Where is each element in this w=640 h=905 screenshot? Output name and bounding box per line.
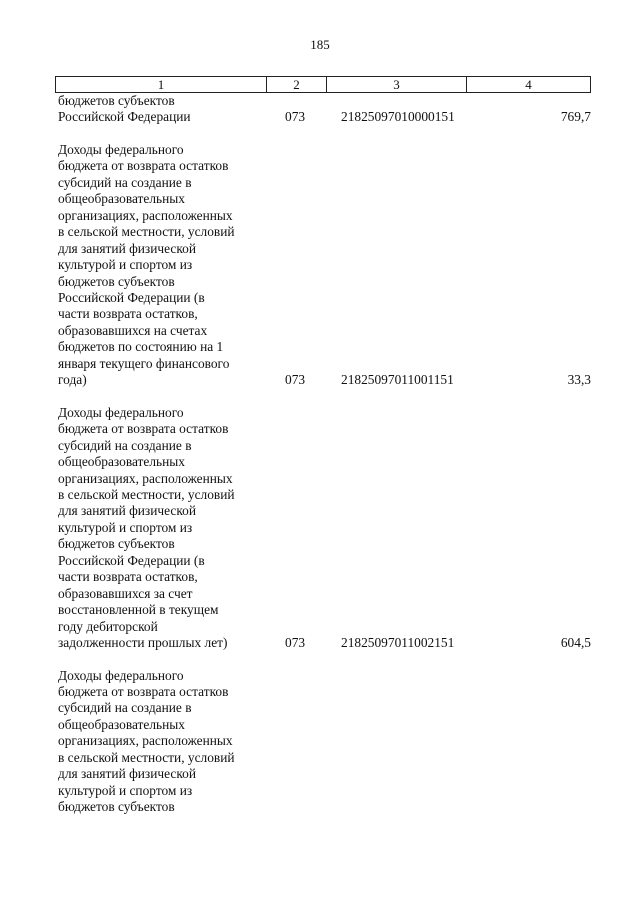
- income-description: Доходы федерального бюджета от возврата остатков субсидий на создание в общеобразовательных организациях, расположенных в сельской местности, условий для занятий физической культурой и спортом из бюджетов субъектов: [58, 667, 235, 815]
- row-gap: [58, 389, 591, 405]
- income-description: Доходы федерального бюджета от возврата остатков субсидий на создание в общеобразовательных организациях, расположенных в сельской местности, условий для занятий физической культурой и спортом из бюджетов субъектов Российской Федерации (в части возврата остатков, образовавшихся на счетах бюджетов по состоянию на 1 января текущего финансового года): [58, 141, 235, 388]
- budget-classification-code: 21825097010000151: [341, 109, 455, 125]
- amount: 604,5: [560, 635, 591, 651]
- page-number: 185: [310, 37, 330, 52]
- table-row: [58, 142, 591, 389]
- admin-code: 073: [285, 109, 306, 125]
- budget-classification-code: 21825097011002151: [341, 635, 455, 651]
- table-row: [58, 405, 591, 652]
- admin-code: 073: [285, 372, 306, 388]
- column-header-1: 1: [56, 77, 267, 92]
- column-header-2: 2: [267, 77, 327, 92]
- admin-code: 073: [285, 635, 306, 651]
- income-description: Доходы федерального бюджета от возврата остатков субсидий на создание в общеобразовательных организациях, расположенных в сельской местности, условий для занятий физической культурой и спортом из бюджетов субъектов Российской Федерации (в части возврата остатков, образовавшихся за счет восстановленной в текущем году дебиторской задолженности прошлых лет): [58, 404, 235, 651]
- budget-classification-code: 21825097011001151: [341, 372, 454, 388]
- row-gap: [58, 126, 591, 142]
- table-header: [55, 76, 591, 93]
- column-header-3: 3: [327, 77, 467, 92]
- table-row: [58, 668, 591, 816]
- row-gap: [58, 652, 591, 668]
- amount: 769,7: [560, 109, 591, 125]
- column-header-4: 4: [525, 77, 532, 92]
- amount: 33,3: [567, 372, 591, 388]
- table-body: [58, 93, 591, 816]
- income-description: бюджетов субъектов Российской Федерации: [58, 93, 191, 125]
- table-row: [58, 93, 591, 126]
